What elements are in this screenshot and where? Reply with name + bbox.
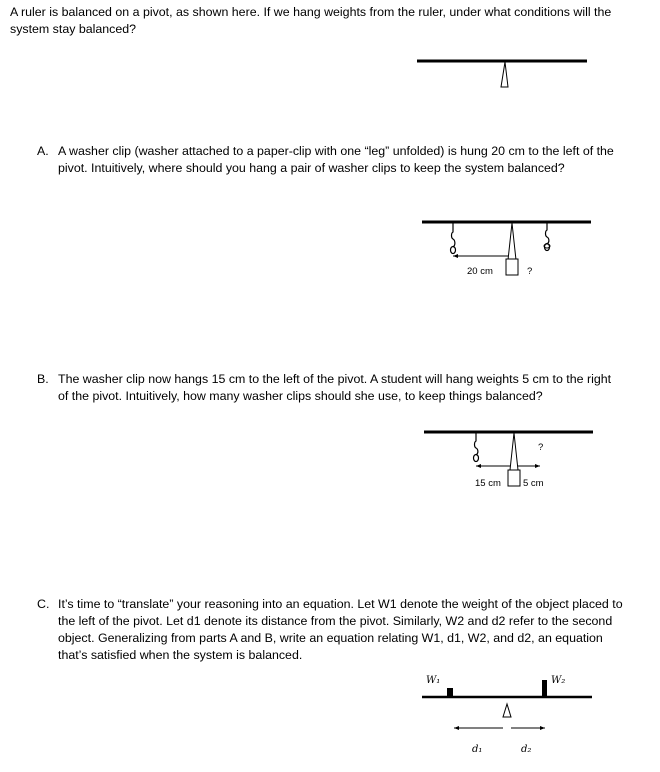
weight-w1 (447, 688, 453, 696)
washer-clip-icon (451, 222, 456, 254)
weight-w2 (542, 680, 547, 696)
distance-label-right: 5 cm (523, 478, 544, 489)
figure-a (422, 222, 591, 277)
distance-label-left: 15 cm (475, 478, 501, 489)
pivot-icon (508, 223, 516, 260)
question-b-text: The washer clip now hangs 15 cm to the left of the pivot. A student will hang weights 5 cm to the right of the pivot. Intuitively, how many washer clips should she use, to keep things balanced? (58, 372, 612, 403)
washer-clip-icon (474, 432, 479, 462)
pivot-icon (510, 433, 518, 470)
pivot-icon (503, 704, 511, 717)
figure-balance (417, 61, 587, 87)
question-c-text: It’s time to “translate” your reasoning into an equation. Let W1 denote the weight of the object placed to the left of the pivot. Let d1 denote its distance from the pivot. Similarly, W2 and d2 refer to the second object. Generalizing from parts A and B, write an equation relating W1, d1, W2, and d2, an equation that’s satisfied when the system is balanced. (58, 597, 623, 662)
pivot-icon (501, 62, 508, 87)
figure-b (424, 432, 593, 489)
distance-label-right: ? (527, 266, 533, 277)
question-a-text: A washer clip (washer attached to a paper-clip with one “leg” unfolded) is hung 20 cm to the left of the pivot. Intuitively, where should you hang a pair of washer clips to keep the system balanced? (58, 144, 614, 175)
pivot-base (508, 470, 520, 486)
question-b-label: B. (37, 372, 49, 386)
label-w1: W₁ (426, 675, 441, 686)
intro-text: A ruler is balanced on a pivot, as shown here. If we hang weights from the ruler, under what conditions will the system stay balanced? (10, 5, 612, 36)
question-c-label: C. (37, 597, 50, 611)
label-w2: W₂ (551, 675, 566, 686)
label-d2: d₂ (521, 744, 532, 755)
question-a-label: A. (37, 144, 49, 158)
distance-label-left: 20 cm (467, 266, 493, 277)
figure-c (422, 675, 592, 755)
label-d1: d₁ (472, 744, 483, 755)
washer-clip-pair-icon (544, 222, 550, 251)
pivot-base (506, 259, 518, 275)
weight-unknown-label: ? (538, 442, 544, 453)
